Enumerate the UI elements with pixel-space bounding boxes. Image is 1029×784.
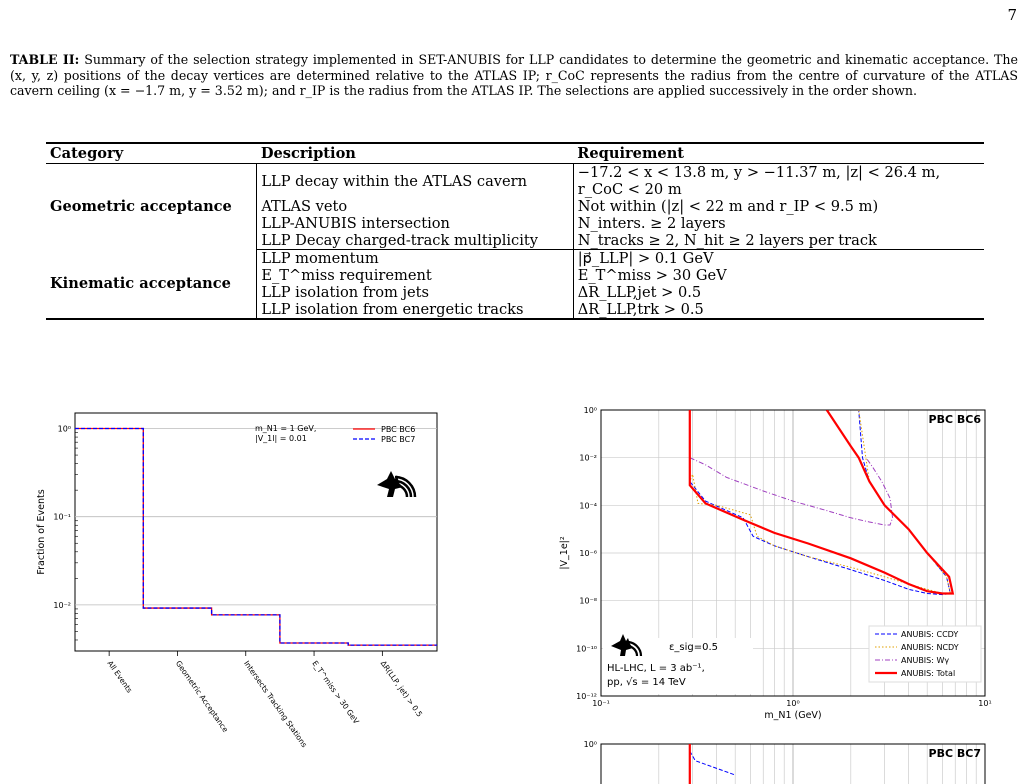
row-desc: LLP decay within the ATLAS cavern <box>257 164 573 199</box>
annotation-energy: pp, √s = 14 TeV <box>607 677 686 688</box>
y-tick-label: 10⁻¹² <box>576 692 597 701</box>
chart-title: PBC BC7 <box>928 747 981 760</box>
table-row <box>46 250 984 268</box>
header-category: Category <box>46 143 257 164</box>
legend-label: ANUBIS: CCDY <box>901 630 959 639</box>
header-requirement: Requirement <box>573 143 984 164</box>
y-tick-label: 10⁰ <box>583 406 597 415</box>
annotation-coupling: |V_1l| = 0.01 <box>255 434 307 443</box>
series-line-anubis-total <box>690 410 953 594</box>
y-tick-label: 10⁻⁶ <box>579 549 597 558</box>
series-line-anubis-ncdy <box>690 410 951 594</box>
header-description: Description <box>257 143 573 164</box>
y-tick-label: 10⁻¹ <box>53 512 71 522</box>
row-req: ΔR_LLP,jet > 0.5 <box>577 284 702 301</box>
row-desc: ATLAS veto <box>257 198 573 215</box>
x-tick-label: 10⁰ <box>786 699 800 708</box>
legend-label: ANUBIS: Total <box>901 669 956 678</box>
y-tick-label: 10⁻¹⁰ <box>576 644 597 654</box>
sensitivity-chart-bc6 <box>555 400 1029 730</box>
selection-table <box>46 142 984 320</box>
caption-label: TABLE II: <box>10 52 80 67</box>
y-tick-label: 10⁻⁸ <box>579 596 597 606</box>
anubis-head-shape <box>377 471 403 497</box>
x-tick-label: Geometric Acceptance <box>173 658 231 734</box>
sensitivity-chart-bc7 <box>555 732 1029 784</box>
chart-title: PBC BC6 <box>928 413 981 426</box>
anubis-logo-icon <box>377 471 415 497</box>
table-row <box>46 164 984 199</box>
y-tick-label: 10⁰ <box>583 740 597 749</box>
y-tick-label: 10⁻² <box>53 600 71 610</box>
row-req <box>573 164 984 199</box>
series-line-pbc-bc7 <box>75 429 437 646</box>
page-number: 7 <box>1007 6 1017 24</box>
annotation-luminosity: HL-LHC, L = 3 ab⁻¹, <box>607 663 705 674</box>
legend-label: ANUBIS: NCDY <box>901 643 959 652</box>
legend-label: ANUBIS: Wγ <box>901 656 950 665</box>
y-tick-label: 10⁻² <box>579 453 597 463</box>
x-axis-label: m_N1 (GeV) <box>764 710 822 721</box>
row-req: N_inters. ≥ 2 layers <box>577 215 726 232</box>
cutflow-chart <box>30 405 450 780</box>
annotation-mass: m_N1 = 1 GeV, <box>255 424 317 433</box>
legend-label: PBC BC6 <box>381 425 416 434</box>
series-line-anubis-ccdy <box>690 410 951 595</box>
x-tick-label: 10¹ <box>978 699 992 708</box>
legend-label: PBC BC7 <box>381 435 416 444</box>
row-desc: LLP isolation from energetic tracks <box>257 301 573 319</box>
row-req: Not within (|z| < 22 m and r_IP < 9.5 m) <box>577 198 879 215</box>
row-desc: E_T^miss requirement <box>257 267 573 284</box>
annotation-efficiency: ε_sig=0.5 <box>669 642 719 653</box>
x-tick-label: 10⁻¹ <box>592 699 610 708</box>
row-desc: LLP Decay charged-track multiplicity <box>257 232 573 250</box>
row-req-line1: −17.2 < x < 13.8 m, y > −11.37 m, |z| < 26.4 m, <box>577 164 941 181</box>
table-header-row <box>46 143 984 164</box>
row-req: ΔR_LLP,trk > 0.5 <box>573 301 984 319</box>
x-tick-label: ΔR(LLP, jet) > 0.5 <box>378 658 425 719</box>
y-tick-label: 10⁻⁴ <box>579 501 597 511</box>
series-line-pbc-bc6 <box>75 429 437 646</box>
y-axis-label: Fraction of Events <box>36 489 47 575</box>
y-tick-label: 10⁰ <box>57 424 71 434</box>
category-kinematic: Kinematic acceptance <box>46 250 257 320</box>
row-req-line2: r_CoC < 20 m <box>577 181 682 198</box>
x-tick-label: Intersects Tracking Stations <box>242 658 309 750</box>
row-req: N_tracks ≥ 2, N_hit ≥ 2 layers per track <box>573 232 984 250</box>
row-req: |p⃗_LLP| > 0.1 GeV <box>577 250 714 267</box>
row-req: E_T^miss > 30 GeV <box>577 267 727 284</box>
y-axis-label: |V_1e|² <box>559 536 570 570</box>
row-desc: LLP isolation from jets <box>257 284 573 301</box>
row-desc: LLP-ANUBIS intersection <box>257 215 573 232</box>
row-desc: LLP momentum <box>257 250 573 268</box>
table-caption <box>10 52 1018 99</box>
category-geometric: Geometric acceptance <box>46 164 257 250</box>
series-line-anubis-ccdy <box>690 751 735 775</box>
caption-text: Summary of the selection strategy implemented in SET-ANUBIS for LLP candidates to determine the geometric and kinematic acceptance. The (x, y, z) positions of the decay vertices are determined relative to the ATLAS IP; r_CoC represents the radius from the centre of curvature of the ATLAS cavern ceiling (x = −1.7 m, y = 3.52 m); and r_IP is the radius from the ATLAS IP. The selections are applied successively in the order shown. <box>10 52 1018 98</box>
x-tick-label: E_T^miss > 30 GeV <box>310 658 361 726</box>
x-tick-label: All Events <box>105 658 135 695</box>
